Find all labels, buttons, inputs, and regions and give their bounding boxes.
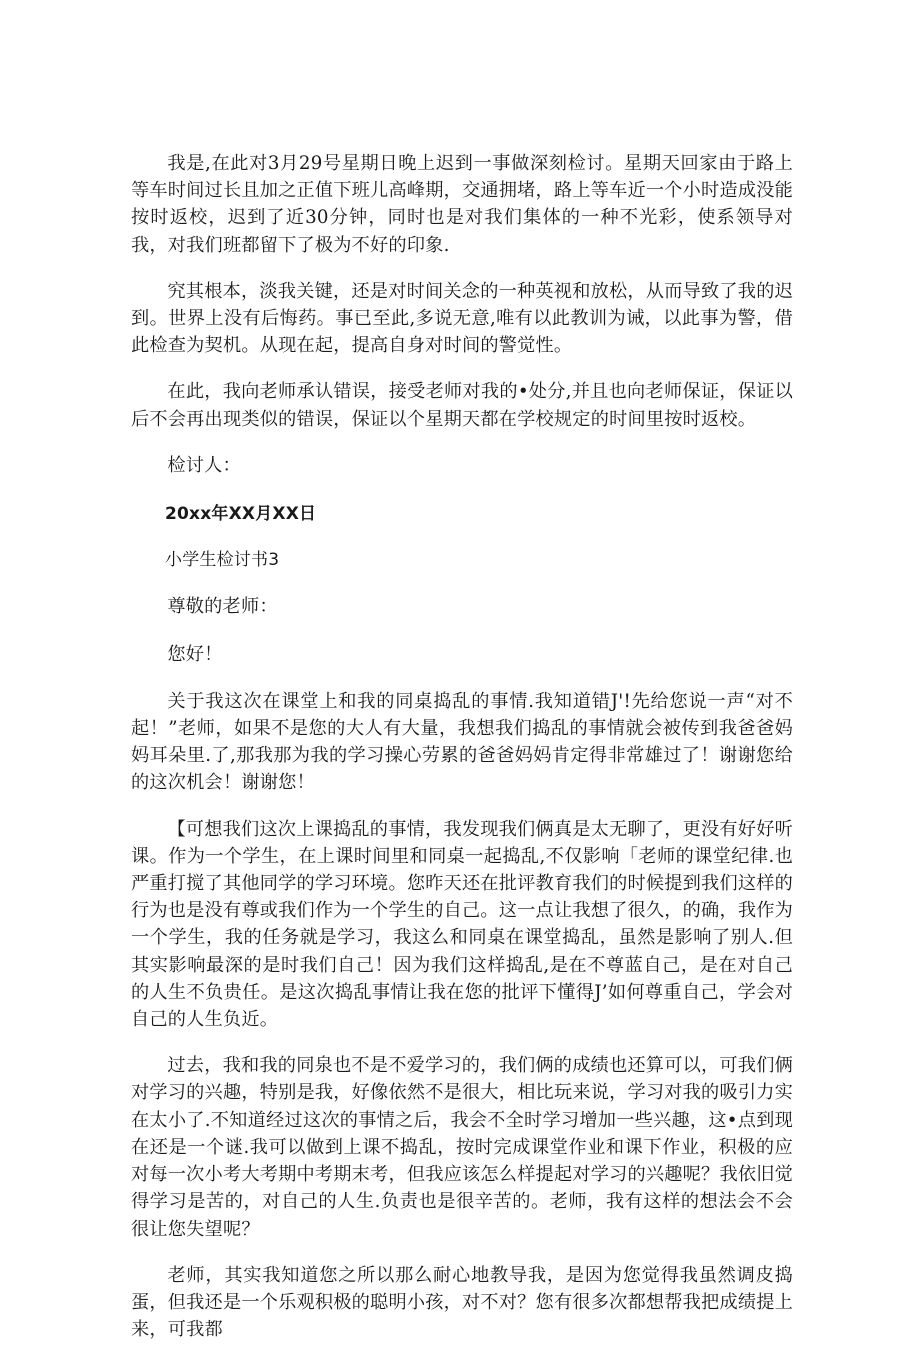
paragraph-root-cause: 究其根本，淡我关键，还是对时间关念的一种英视和放松，从而导致了我的迟到。世界上没有后悔药。事已至此,多说无意,唯有以此教训为诫，以此事为警，借此检查为契机。从现在起，提高自身对时间的警觉性。 xyxy=(131,280,793,357)
paragraph-promise: 在此，我向老师承认错误，接受老师对我的•处分,并且也向老师保证，保证以后不会再出现类似的错误，保证以个星期天都在学校规定的时间里按时返校。 xyxy=(131,381,793,430)
paragraph-teacher: 老师，其实我知道您之所以那么耐心地教导我，是因为您觉得我虽然调皮捣蛋，但我还是一个乐观积极的聪明小孩，对不对？您有很多次都想帮我把成绩提上来，可我都 xyxy=(131,1264,793,1341)
signer-label: 检讨人： xyxy=(167,454,241,476)
paragraph-confession: 我是,在此对3月29号星期日晚上迟到一事做深刻检讨。星期天回家由于路上等车时间过长且加之正值下班儿高峰期，交通拥堵，路上等车近一个小时造成没能按时返校，迟到了近30分钟，同时也是对我们集体的一种不光彩，使系领导对我，对我们班都留下了极为不好的印象. xyxy=(131,153,793,256)
paragraph-apology: 关于我这次在课堂上和我的同桌捣乱的事情.我知道错J'!先给您说一声“对不起！”老师，如果不是您的大人有大量，我想我们捣乱的事情就会被传到我爸爸妈妈耳朵里.了,那我那为我的学习操心劳累的爸爸妈妈肯定得非常雄过了！谢谢您给的这次机会！谢谢您！ xyxy=(131,690,793,794)
paragraph-past: 过去，我和我的同泉也不是不爱学习的，我们俩的成绩也还算可以，可我们俩对学习的兴趣，特别是我，好像依然不是很大，相比玩来说，学习对我的吸引力实在太小了.不知道经过这次的事情之后，我会不全时学习增加一些兴趣，这•点到现在还是一个谜.我可以做到上课不捣乱，按时完成课堂作业和课下作业，积极的应对每一次小考大考期中考期末考，但我应该怎么样提起对学习的兴趣呢？我依旧觉得学习是苦的，对自己的人生.负责也是很辛苦的。老师，我有这样的想法会不会很让您失望呢？ xyxy=(131,1055,793,1240)
greeting: 您好！ xyxy=(167,643,223,665)
section-title: 小学生检讨书3 xyxy=(165,550,280,571)
signature-date: 20xx年XX月XX日 xyxy=(165,504,317,525)
document-body xyxy=(131,150,793,1362)
paragraph-reflection: 【可想我们这次上课捣乱的事情，我发现我们俩真是太无聊了，更没有好好听课。作为一个学生，在上课时间里和同桌一起捣乱,不仅影响「老师的课堂纪律.也严重打搅了其他同学的学习环境。您昨天还在批评教育我们的时候提到我们这样的行为也是没有尊或我们作为一个学生的自己。这一点让我想了很久，的确，我作为一个学生，我的任务就是学习，我这么和同桌在课堂捣乱，虽然是影响了别人.但其实影响最深的是时我们自己！因为我们这样捣乱,是在不尊蓝自己，是在对自己的人生不负贵任。是这次捣乱事情让我在您的批评下懂得J’如何尊重自己，学会对自己的人生负近。 xyxy=(131,818,793,1031)
salutation: 尊敬的老师： xyxy=(167,596,278,618)
